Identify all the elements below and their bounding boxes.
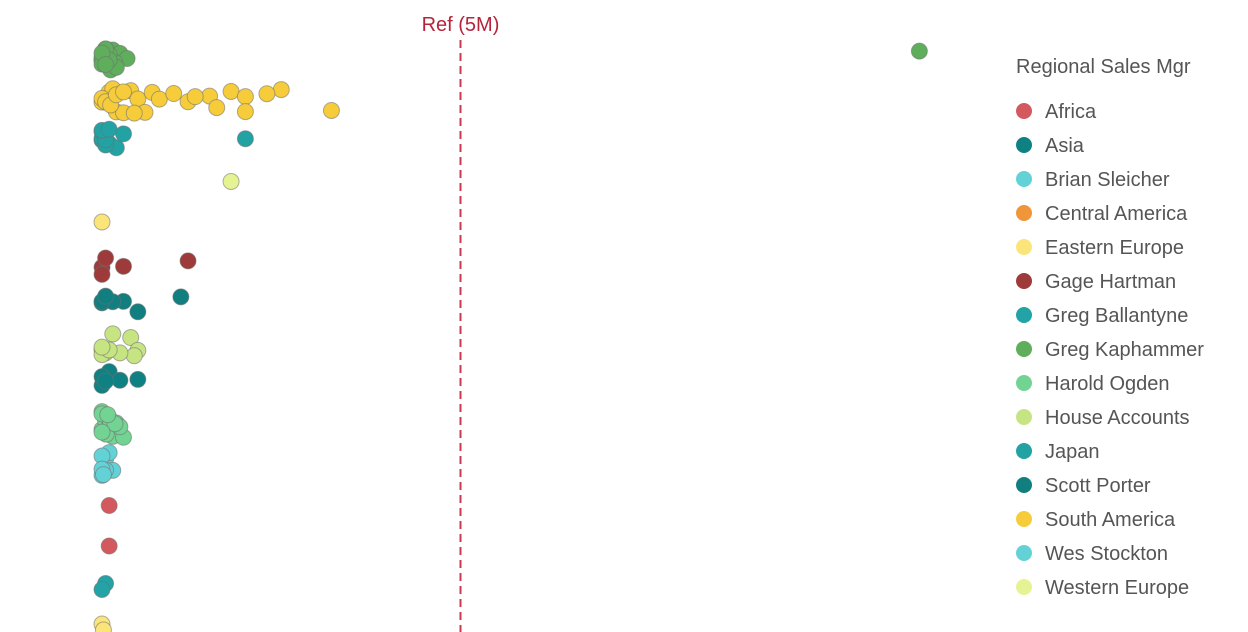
legend-marker xyxy=(1016,239,1032,255)
reference-line-label: Ref (5M) xyxy=(421,14,500,36)
legend-marker xyxy=(1016,205,1032,221)
data-point[interactable] xyxy=(98,250,114,266)
data-point[interactable] xyxy=(94,339,110,355)
legend-title: Regional Sales Mgr xyxy=(1016,56,1191,78)
legend-marker xyxy=(1016,579,1032,595)
data-point[interactable] xyxy=(173,289,189,305)
legend-marker xyxy=(1016,171,1032,187)
legend-marker xyxy=(1016,545,1032,561)
legend-marker xyxy=(1016,375,1032,391)
data-point[interactable] xyxy=(101,538,117,554)
legend-marker xyxy=(1016,307,1032,323)
data-point[interactable] xyxy=(166,86,182,102)
data-point[interactable] xyxy=(100,407,116,423)
data-point[interactable] xyxy=(237,104,253,120)
legend-label[interactable]: South America xyxy=(1045,509,1176,531)
legend-label[interactable]: Asia xyxy=(1045,135,1084,157)
data-point[interactable] xyxy=(259,86,275,102)
legend-label[interactable]: Brian Sleicher xyxy=(1045,169,1170,191)
legend-marker xyxy=(1016,137,1032,153)
data-point[interactable] xyxy=(180,253,196,269)
data-point[interactable] xyxy=(94,424,110,440)
data-point[interactable] xyxy=(130,304,146,320)
data-point[interactable] xyxy=(126,348,142,364)
legend-label[interactable]: Western Europe xyxy=(1045,577,1190,599)
data-point[interactable] xyxy=(151,91,167,107)
data-point[interactable] xyxy=(116,84,132,100)
legend-marker xyxy=(1016,511,1032,527)
data-point[interactable] xyxy=(130,371,146,387)
plot-area xyxy=(94,14,927,632)
legend-marker xyxy=(1016,273,1032,289)
data-point[interactable] xyxy=(94,582,110,598)
legend-label[interactable]: Japan xyxy=(1045,441,1100,463)
legend-marker xyxy=(1016,341,1032,357)
legend-label[interactable]: Harold Ogden xyxy=(1045,373,1170,395)
data-point[interactable] xyxy=(101,498,117,514)
legend-marker xyxy=(1016,477,1032,493)
data-point[interactable] xyxy=(223,174,239,190)
legend-label[interactable]: Scott Porter xyxy=(1045,475,1151,497)
data-point[interactable] xyxy=(105,326,121,342)
legend-label[interactable]: Africa xyxy=(1045,101,1097,123)
legend-label[interactable]: Greg Ballantyne xyxy=(1045,305,1189,327)
data-point[interactable] xyxy=(94,266,110,282)
data-point[interactable] xyxy=(116,126,132,142)
data-point[interactable] xyxy=(116,258,132,274)
data-point[interactable] xyxy=(323,102,339,118)
legend-marker xyxy=(1016,443,1032,459)
data-point[interactable] xyxy=(209,100,225,116)
data-point[interactable] xyxy=(187,89,203,105)
data-point[interactable] xyxy=(237,89,253,105)
data-point[interactable] xyxy=(101,121,117,137)
legend xyxy=(1016,56,1204,599)
data-point[interactable] xyxy=(911,43,927,59)
legend-label[interactable]: Eastern Europe xyxy=(1045,237,1184,259)
data-point[interactable] xyxy=(98,373,114,389)
legend-label[interactable]: Central America xyxy=(1045,203,1188,225)
data-point[interactable] xyxy=(98,288,114,304)
data-point[interactable] xyxy=(98,56,114,72)
legend-label[interactable]: Greg Kaphammer xyxy=(1045,339,1204,361)
legend-marker xyxy=(1016,103,1032,119)
data-point[interactable] xyxy=(95,467,111,483)
data-point[interactable] xyxy=(94,214,110,230)
data-point[interactable] xyxy=(126,105,142,121)
legend-marker xyxy=(1016,409,1032,425)
data-point[interactable] xyxy=(223,83,239,99)
data-point[interactable] xyxy=(237,131,253,147)
legend-label[interactable]: Wes Stockton xyxy=(1045,543,1169,565)
legend-label[interactable]: Gage Hartman xyxy=(1045,271,1177,293)
data-point[interactable] xyxy=(273,82,289,98)
legend-label[interactable]: House Accounts xyxy=(1045,407,1190,429)
data-point[interactable] xyxy=(112,372,128,388)
